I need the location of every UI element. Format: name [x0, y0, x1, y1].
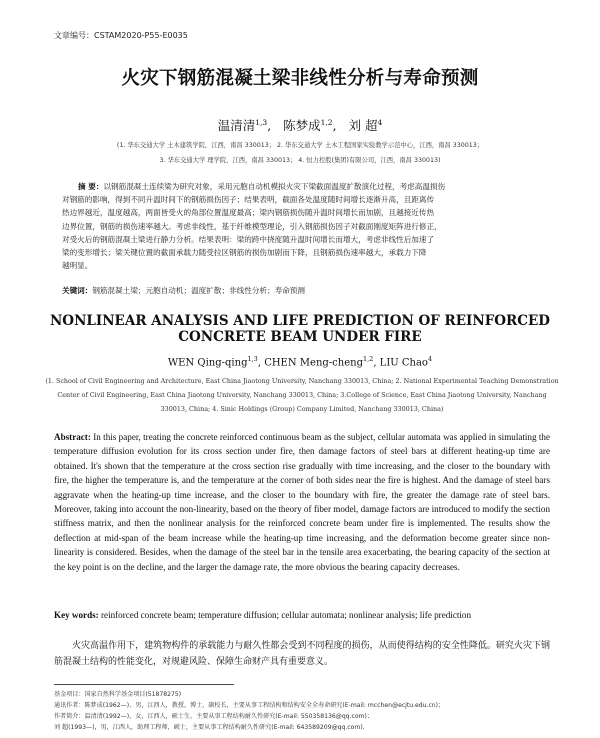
author-affiliation-mark: 4	[427, 355, 433, 363]
author-name: LIU Chao	[379, 357, 428, 369]
author-name: 刘 超	[348, 118, 378, 133]
abstract-line: 梁的变形增长；梁关键位置的截面承载力随受拉区钢筋的损伤加剧而下降，且钢筋损伤速率越大，承载力下降	[62, 248, 427, 258]
keywords-text: reinforced concrete beam; temperature diffusion; cellular automata; nonlinear analysis; life prediction	[101, 610, 471, 620]
author-affiliation-mark: 1,3	[247, 355, 258, 363]
english-keywords	[54, 610, 550, 620]
author-name: 温清清	[217, 118, 256, 133]
chinese-affiliation-line: 3. 华东交通大学 理学院，江西，南昌 330013； 4. 恒力控股(集团)有限公司，江西，南昌 330013)	[159, 157, 441, 164]
author-affiliation-mark: 1,2	[320, 117, 333, 127]
author-name: CHEN Meng-cheng	[264, 357, 363, 369]
author-name: WEN Qing-qing	[167, 357, 248, 369]
author-affiliation-mark: 1,3	[255, 117, 268, 127]
body-paragraph: 火灾高温作用下，建筑物构件的承载能力与耐久性都会受到不同程度的损伤，从而使得结构的安全性降低。研究火灾下钢筋混凝土结构的性能变化，对规避风险、保障生命财产具有重要意义。	[54, 641, 550, 667]
keywords-label: 关键词：	[62, 286, 93, 295]
abstract-line: 热边界越近，温度越高，两面皆受火的角部位置温度最高；梁内钢筋损伤随升温时间增长而加剧，且越接近传热	[62, 208, 435, 218]
abstract-text: In this paper, treating the concrete reinforced continuous beam as the subject, cellular automata was applied in simulating the temperature diffusion evolution for its cross section under fire, then damage factors of steel bars at different heating-up time are obtained. It's shown that the temperature at the cross section rise gradually with time increasing, and the closer to the boundary with fire, the higher the temperature is, and the temperature at the corner of both sides near the fire is highest. And the damage of steel bars aggravate when the heating-up time increase, and the closer to the boundary with fire, the greater the damage rate of steel bars. Moreover, taking into account the non-linearity, based on the theory of fiber model, damage factors are introduced to modify the section stiffness matrix, and then the nonlinear analysis for the reinforced concrete beam under fire is implemented. The results show the deflection at mid-span of the beam increase while the heating-up time increasing, and the deformation become greater since non-linearity is considered. Besides, when the damage of the steel bar in the tensile area exacerbating, the bearing capacity of the section at the key point is on the decline, and the larger the damage rate, the more obvious the bearing capacity decreases.	[54, 432, 550, 572]
footnote: 作者简介：温清清(1992—)，女，江西人，硕士生，主要从事工程结构耐久性研究(E-mail: 550358136@qq.com)；	[54, 713, 373, 720]
english-abstract	[54, 430, 550, 574]
chinese-keywords	[62, 284, 552, 297]
abstract-line: 对钢筋的影响，得到不同升温时间下的钢筋损伤因子；结果表明，截面各处温度随时间增长逐渐升高，且距离传	[62, 195, 435, 205]
english-title	[0, 313, 600, 345]
footnote: 刘 超(1993—)，男，江西人，助理工程师，硕士，主要从事工程结构耐久性研究(E-mail: 643589209@qq.com).	[54, 724, 365, 731]
chinese-title: 火灾下钢筋混凝土梁非线性分析与寿命预测	[121, 68, 479, 89]
chinese-authors: 温清清$^{1,3}$, 陈梦成$^{1,2}$, 刘 超$^4$	[217, 117, 383, 133]
english-authors: WEN Qing-qing$^{1,3}$, CHEN Meng-cheng$^{1,2}$, LIU Chao$^4$	[167, 355, 433, 369]
abstract-label: Abstract:	[54, 432, 91, 442]
footnote-divider	[54, 684, 234, 685]
chinese-abstract	[62, 180, 558, 272]
abstract-line: 摘 要：以钢筋混凝土连续梁为研究对象，采用元胞自动机模拟火灾下梁截面温度扩散演化过程，考虑高温损伤	[78, 182, 446, 191]
english-affiliation-line: Center of Civil Engineering, East China Jiaotong University, Nanchang 330013, China; 3.College of Science, East China Jiaotong University, Nanchang	[57, 391, 547, 399]
english-affiliations	[45, 374, 559, 416]
footnote: 通讯作者：陈梦成(1962—)，男，江西人，教授，博士，副校长，主要从事工程结构和结构安全全寿命研究(E-mail: mcchen@ecjtu.edu.cn)；	[54, 702, 445, 709]
abstract-line: 边界位置，钢筋的损伤速率越大。考虑非线性，基于纤维模型理论，引入钢筋损伤因子对截面刚度矩阵进行修正，	[62, 221, 442, 231]
english-affiliation-line: (1. School of Civil Engineering and Architecture, East China Jiaotong University, Nanchang 330013, China; 2. National Experimental Teaching Demonstration	[45, 377, 559, 385]
author-affiliation-mark: 4	[377, 117, 383, 127]
keywords-text: 钢筋混凝土梁；元胞自动机；温度扩散；非线性分析；寿命预测	[92, 286, 305, 295]
abstract-line: 越明显。	[62, 261, 93, 271]
abstract-line: 对受火后的钢筋混凝土梁进行静力分析。结果表明：梁的跨中挠度随升温时间增长而增大，考虑非线性后加速了	[62, 234, 435, 244]
author-name: 陈梦成	[283, 118, 321, 133]
english-affiliation-line: 330013, China; 4. Sinic Holdings (Group) Company Limited, Nanchang 330013, China)	[160, 405, 444, 413]
author-affiliation-mark: 1,2	[362, 355, 374, 363]
abstract-label: 摘 要：	[78, 182, 104, 191]
english-title-line: NONLINEAR ANALYSIS AND LIFE PREDICTION OF REINFORCED	[49, 313, 551, 329]
keywords-label: Key words:	[54, 610, 99, 620]
chinese-affiliation-line: (1. 华东交通大学 土木建筑学院，江西，南昌 330013； 2. 华东交通大学 土木工程国家实验教学示范中心，江西，南昌 330013；	[116, 142, 484, 149]
english-title-line: CONCRETE BEAM UNDER FIRE	[178, 329, 422, 345]
document-id: 文章编号：CSTAM2020-P55-E0035	[54, 31, 188, 40]
footnote: 基金项目：国家自然科学基金项目(51878275)	[54, 691, 182, 698]
